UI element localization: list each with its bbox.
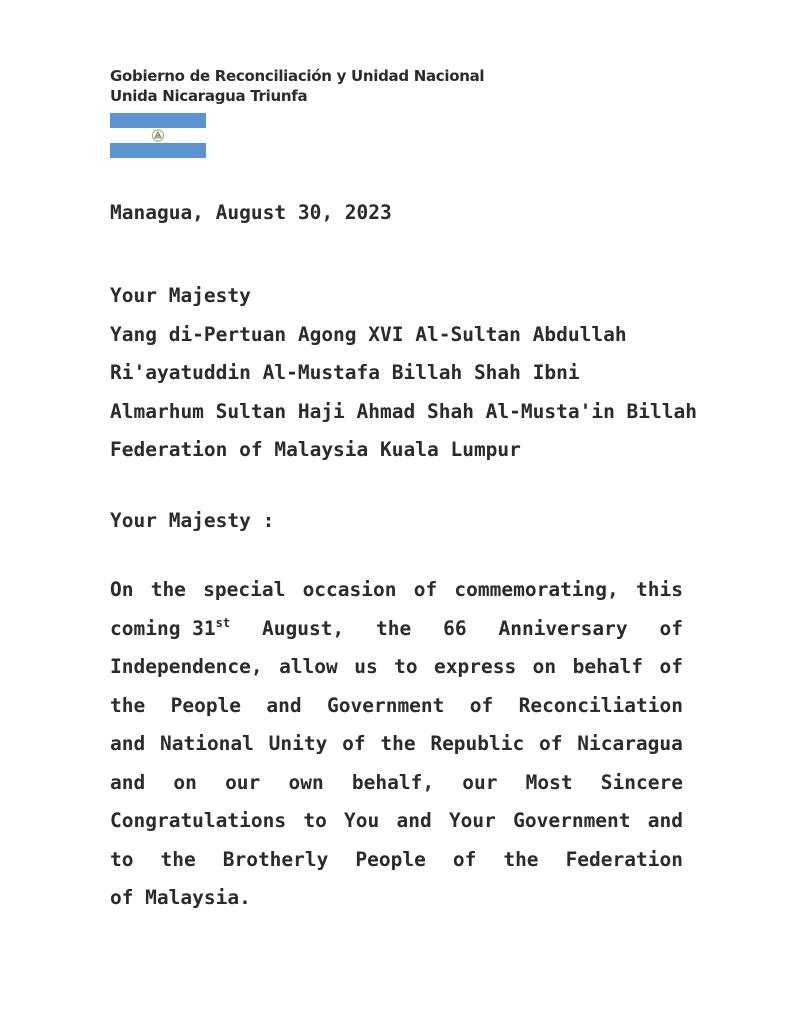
body-word: this bbox=[636, 578, 683, 601]
body-line bbox=[110, 725, 683, 764]
letterhead-motto: Unida Nicaragua Triunfa bbox=[110, 87, 308, 105]
flag-bottom-stripe bbox=[110, 143, 206, 158]
body-word: own bbox=[288, 770, 324, 794]
body-word: Reconciliation bbox=[518, 693, 683, 717]
body-word: to bbox=[110, 847, 134, 871]
address-line: Almarhum Sultan Haji Ahmad Shah Al-Musta'in Billah bbox=[110, 399, 697, 423]
body-word: of bbox=[110, 886, 134, 909]
letterhead-government-name: Gobierno de Reconciliación y Unidad Nacional bbox=[110, 67, 485, 85]
body-word: our bbox=[225, 770, 261, 794]
body-line bbox=[110, 841, 683, 880]
body-word: commemorating, bbox=[454, 578, 619, 601]
body-word: of bbox=[659, 655, 683, 678]
address-line: Your Majesty bbox=[110, 284, 251, 307]
body-word: to bbox=[303, 809, 327, 832]
body-word: People bbox=[170, 693, 242, 717]
salutation: Your Majesty : bbox=[110, 509, 275, 532]
body-word: behalf bbox=[572, 655, 644, 678]
recipient-address bbox=[110, 277, 710, 470]
body-word: of bbox=[342, 732, 366, 755]
body-word: our bbox=[462, 770, 498, 794]
nicaragua-coat-of-arms-icon bbox=[150, 128, 166, 143]
body-line bbox=[110, 648, 683, 687]
body-word: 66 bbox=[443, 616, 467, 640]
body-line bbox=[110, 764, 683, 803]
body-word: the bbox=[150, 578, 186, 601]
body-line bbox=[110, 610, 683, 649]
body-line bbox=[110, 687, 683, 726]
body-word: occasion bbox=[302, 578, 397, 601]
body-word: and bbox=[266, 693, 302, 717]
body-word: the bbox=[380, 732, 416, 755]
body-word: express bbox=[434, 655, 517, 678]
ordinal-suffix: st bbox=[215, 615, 231, 630]
address-line: Yang di-Pertuan Agong XVI Al-Sultan Abdullah bbox=[110, 322, 627, 346]
body-word: behalf, bbox=[351, 770, 435, 794]
body-word: of bbox=[539, 732, 563, 755]
body-word: of bbox=[469, 693, 494, 717]
body-word: us bbox=[354, 655, 378, 678]
body-word: to bbox=[394, 655, 418, 678]
body-word: on bbox=[532, 655, 557, 678]
body-word: the bbox=[160, 847, 196, 871]
body-word: on bbox=[173, 770, 197, 794]
body-word: and bbox=[110, 732, 146, 755]
body-word: Independence, bbox=[110, 655, 263, 678]
body-word: Brotherly bbox=[222, 847, 329, 871]
body-word: Your bbox=[448, 809, 496, 832]
body-word: the bbox=[376, 616, 412, 640]
body-word: of bbox=[452, 847, 477, 871]
body-word: Federation bbox=[565, 847, 683, 871]
body-word: National bbox=[159, 732, 254, 755]
body-word: People bbox=[355, 847, 426, 871]
body-word: Unity bbox=[268, 732, 328, 755]
body-word: You bbox=[344, 809, 380, 832]
flag-top-stripe bbox=[110, 113, 206, 128]
address-line: Ri'ayatuddin Al-Mustafa Billah Shah Ibni bbox=[110, 361, 580, 384]
body-word: the bbox=[110, 693, 146, 717]
body-word: coming 31st bbox=[110, 615, 231, 640]
body-word: Republic bbox=[430, 732, 525, 755]
address-line: Federation of Malaysia Kuala Lumpur bbox=[110, 438, 521, 461]
body-word: special bbox=[203, 578, 286, 601]
body-word: Nicaragua bbox=[577, 732, 683, 755]
body-word: the bbox=[503, 847, 539, 871]
nicaragua-flag bbox=[110, 113, 206, 158]
body-word: allow bbox=[279, 655, 338, 678]
letterhead bbox=[110, 66, 484, 106]
body-word: of bbox=[659, 616, 683, 640]
letter-date: Managua, August 30, 2023 bbox=[110, 201, 392, 224]
body-word: and bbox=[647, 809, 683, 832]
body-word: Government bbox=[513, 809, 631, 832]
body-word: Malaysia. bbox=[145, 886, 251, 909]
body-word: and bbox=[396, 809, 432, 832]
body-word: Anniversary bbox=[498, 616, 628, 640]
body-word: Congratulations bbox=[110, 809, 287, 832]
body-line bbox=[110, 571, 683, 610]
body-word: August, bbox=[261, 616, 345, 640]
body-word: Government bbox=[327, 693, 445, 717]
body-word: On bbox=[110, 578, 134, 601]
body-word: and bbox=[110, 770, 146, 794]
body-word: Sincere bbox=[600, 770, 683, 794]
body-line bbox=[110, 879, 683, 918]
body-word: of bbox=[413, 578, 438, 601]
body-word: Most bbox=[525, 770, 573, 794]
letter-body bbox=[110, 571, 683, 918]
body-line bbox=[110, 802, 683, 841]
